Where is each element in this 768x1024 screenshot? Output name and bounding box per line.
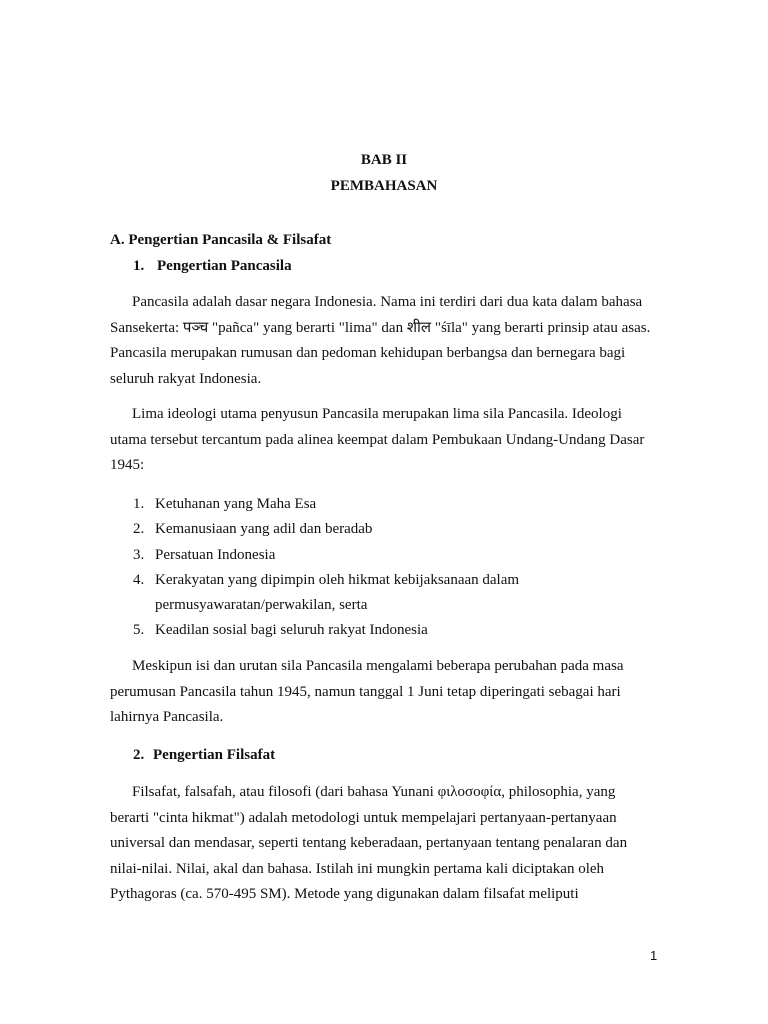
paragraph-text: Lima ideologi utama penyusun Pancasila merupakan lima sila Pancasila. Ideologi utama tersebut tercantum pada alinea keempat dalam Pembukaan Undang-Undang Dasar 1945:	[110, 406, 645, 473]
page-number: 1	[650, 948, 658, 963]
list-item-number: 5.	[133, 622, 145, 639]
subsection-2-title: Pengertian Filsafat	[153, 747, 276, 763]
list-item	[133, 618, 653, 643]
paragraph-pancasila-definition	[110, 290, 658, 392]
paragraph-text: Pancasila adalah dasar negara Indonesia. Nama ini terdiri dari dua kata dalam bahasa Sansekerta: पञ्च "pañca" yang berarti "lima" dan शील "śīla" yang berarti prinsip atau asas. Pancasila merupakan rumusan dan pedoman kehidupan berbangsa dan bernegara bagi seluruh rakyat Indonesia.	[110, 294, 651, 387]
list-item-text: Keadilan sosial bagi seluruh rakyat Indonesia	[155, 622, 428, 639]
section-heading-a: A. Pengertian Pancasila & Filsafat	[110, 232, 332, 248]
paragraph-five-ideologies	[110, 402, 658, 479]
list-item-text: Kerakyatan yang dipimpin oleh hikmat kebijaksanaan dalam permusyawaratan/perwakilan, serta	[155, 571, 520, 614]
list-item-number: 3.	[133, 546, 145, 563]
subsection-1-number: 1.	[133, 258, 145, 274]
paragraph-text: Meskipun isi dan urutan sila Pancasila mengalami beberapa perubahan pada masa perumusan Pancasila tahun 1945, namun tanggal 1 Juni tetap diperingati sebagai hari lahirnya Pancasila.	[110, 658, 624, 725]
list-item	[133, 492, 653, 517]
subsection-1-title: Pengertian Pancasila	[157, 258, 292, 274]
paragraph-text: Filsafat, falsafah, atau filosofi (dari bahasa Yunani φιλοσοφία, philosophia, yang berarti "cinta hikmat") adalah metodologi untuk mempelajari pertanyaan-pertanyaan universal dan mendasar, seperti tentang keberadaan, pertanyaan tentang penalaran dan nilai-nilai. Nilai, akal dan bahasa. Istilah ini mungkin pertama kali diciptakan oleh Pythagoras (ca. 570-495 SM). Metode yang digunakan dalam filsafat meliputi	[110, 784, 628, 902]
list-item	[133, 543, 653, 568]
list-item-text: Persatuan Indonesia	[155, 546, 276, 563]
list-item-number: 1.	[133, 496, 145, 512]
paragraph-june-first	[110, 654, 658, 731]
list-item	[133, 517, 653, 542]
chapter-number: BAB II	[360, 152, 408, 168]
list-item-number: 2.	[133, 521, 145, 538]
list-item-text: Ketuhanan yang Maha Esa	[155, 496, 317, 512]
subsection-2-number: 2.	[133, 747, 145, 763]
list-item-text: Kemanusiaan yang adil dan beradab	[155, 521, 373, 538]
list-item-number: 4.	[133, 571, 145, 588]
sila-list	[133, 492, 653, 644]
paragraph-filsafat-definition	[110, 780, 658, 908]
list-item	[133, 568, 653, 619]
chapter-title: PEMBAHASAN	[330, 178, 438, 194]
